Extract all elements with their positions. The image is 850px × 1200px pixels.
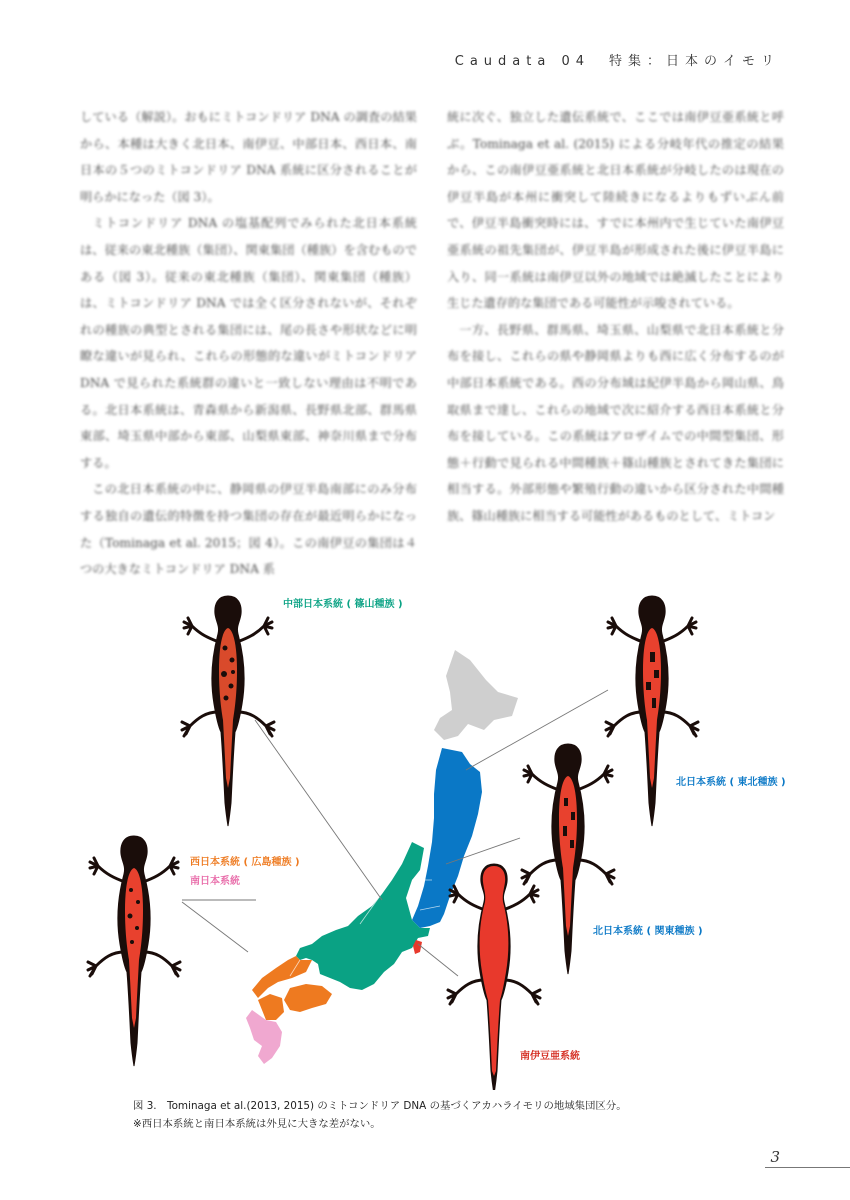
paragraph: この北日本系統の中に、静岡県の伊豆半島南部にのみ分布する独自の遺伝的特徴を持つ集団の存在が最近明らかになった（Tominaga et al. 2015；図 4）。この南伊豆の集団は４つの大きなミトコンドリア DNA 系 [80, 482, 417, 577]
caption-line: 図 3. Tominaga et al.(2013, 2015) のミトコンドリア DNA の基づくアカハライモリの地域集団区分。 [133, 1100, 627, 1112]
figure-caption [133, 1097, 627, 1133]
central-japan-region [296, 842, 430, 990]
figure-3 [0, 580, 850, 1090]
newt-chubu [182, 596, 274, 826]
kyushu-north [258, 994, 284, 1020]
label-chubu: 中部日本系統 ( 篠山種族 ) [283, 599, 403, 610]
newt-nishi [88, 836, 180, 1066]
label-minamiizu: 南伊豆亜系統 [520, 1051, 580, 1062]
label-minami: 南日本系統 [190, 876, 240, 887]
shikoku-region [284, 984, 332, 1012]
newt-kanto [522, 744, 614, 974]
page-number: 3 [770, 1148, 780, 1166]
north-japan-region [412, 748, 482, 928]
label-nishi: 西日本系統 ( 広島種族 ) [190, 857, 300, 868]
running-header: Caudata 04 特集：日本のイモリ [454, 54, 780, 69]
newt-tohoku [606, 596, 698, 826]
paragraph: 統に次ぐ、独立した遺伝系統で、ここでは南伊豆亜系統と呼ぶ。Tominaga et al. (2015) による分岐年代の推定の結果から、この南伊豆亜系統と北日本系統が分岐したのは現在の伊豆半島が本州に衝突して陸続きになるよりもずいぶん前で、伊豆半島衝突時には、すでに本州内で生じていた南伊豆亜系統の祖先集団が、伊豆半島が形成された後に伊豆半島に入り、同一系統は南伊豆以外の地域では絶滅したことにより生じた遺存的な集団である可能性が示唆されている。 [447, 110, 784, 311]
label-kanto: 北日本系統 ( 関東種族 ) [593, 926, 703, 937]
text-column-left [80, 104, 417, 577]
paragraph: ミトコンドリア DNA の塩基配列でみられた北日本系統は、従来の東北種族（集団）、関東集団（種族）を含むものである（図 3）。従来の東北種族（集団）、関東集団（種族）は、ミトコンドリア DNA では全く区分されないが、それぞれの種族の典型とされる集団には、尾の長さや形状などに明瞭な違いが見られ、これらの形態的な違いがミトコンドリア DNA で見られた系統群の違いと一致しない理由は不明である。北日本系統は、青森県から新潟県、長野県北部、群馬県東部、埼玉県中部から東部、山梨県東部、神奈川県まで分布する。 [80, 216, 417, 470]
figure-illustration [0, 580, 850, 1090]
paragraph: している（解説）。おもにミトコンドリア DNA の調査の結果から、本種は大きく北日本、南伊豆、中部日本、西日本、南日本の５つのミトコンドリア DNA 系統に区分されることが明らかになった（図 3）。 [80, 110, 417, 204]
caption-note: ※西日本系統と南日本系統は外見に大きな差がない。 [133, 1118, 381, 1130]
hokkaido-region [434, 650, 518, 740]
paragraph: 一方、長野県、群馬県、埼玉県、山梨県で北日本系統と分布を接し、これらの県や静岡県よりも西に広く分布するのが中部日本系統である。西の分布域は紀伊半島から岡山県、鳥取県まで達し、これらの地域で次に紹介する西日本系統と分布を接している。この系統はアロザイムでの中間型集団、形態＋行動で見られる中間種族＋篠山種族とされてきた集団に相当する。外部形態や繁殖行動の違いから区分された中間種族、篠山種族に相当する可能性があるものとして、ミトコン [447, 322, 784, 523]
text-column-right [447, 104, 784, 564]
page-rule [765, 1167, 850, 1168]
article-body [80, 104, 784, 577]
label-tohoku: 北日本系統 ( 東北種族 ) [676, 777, 786, 788]
